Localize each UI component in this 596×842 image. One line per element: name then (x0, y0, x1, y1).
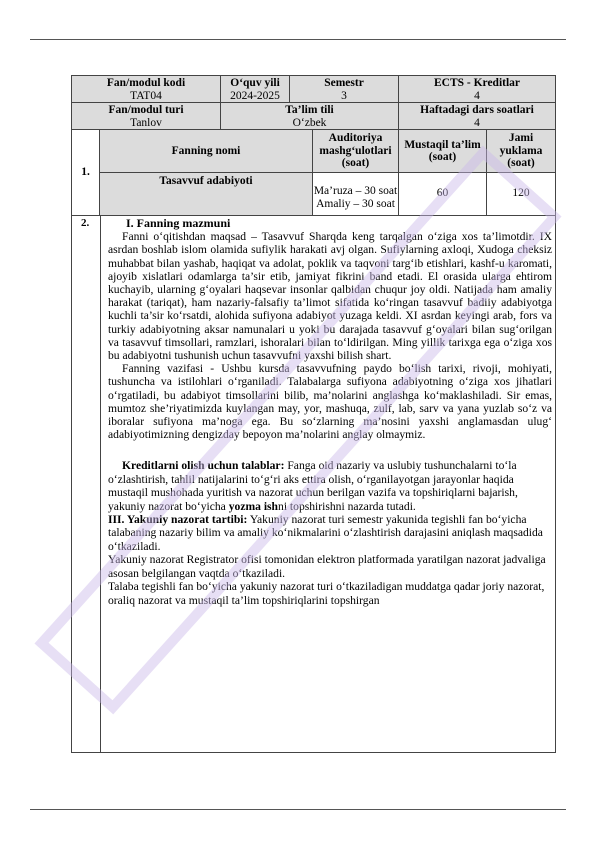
hours-label: Haftadagi dars soatlari (420, 104, 534, 116)
goal-paragraph: Fanni o‘qitishdan maqsad – Tasavvuf Sharqda keng tarqalgan o‘ziga xos ta’limotdir. IX asrdan boshlab islom olamida sufiylik harakati avj olgan. Sufiylarning axloqi, Xudoga cheksiz muhabbat bilan yashab, haqiqat va adolat, poklik va taqvoni targ‘ib etishlari, kashf-u karomati, ajoyib xislatlari odamlarga ta’sir etib, jamiyat fikrini band etadi. El orasida ularga ehtirom kuchayib, ularning g‘oyalari haqsevar insonlar qalbidan chuqur joy oldi. Natijada ham amaliy harakat (tariqat), ham nazariy-falsafiy ta’limot sifatida ko‘ringan tasavvuf badiiy adabiyotga kuchli ta’sir ko‘rsatdi, alohida sufiyona adabiyot yuzaga keldi. XI asrdan keyingi arab, fors va turkiy adabiyotning aksar namunalari u yoki bu darajada tasavvuf g‘oyalari bilan sug‘orilgan va tasavvuf timsollari, ramzlari, ishoralari bilan to‘ldirilgan. Ming yillik tarixga ega o‘ziga xos bu adabiyotni tushunish uchun tasavvufni yaxshi bilish shart. (108, 230, 553, 363)
semester-cell (290, 76, 399, 103)
course-content (72, 217, 555, 441)
language-cell (221, 103, 399, 130)
task-paragraph: Fanning vazifasi - Ushbu kursda tasavvufning paydo bo‘lish tarixi, rivoji, mohiyati, tushuncha va istilohlari o‘rganiladi. Talabalarga sufiyona adabiyotning o‘ziga xos jihatlari o‘rgatiladi, bu adabiyot timsollarini bilib, ma’nolarini anglashga ko‘maklashiladi. Sir emas, mumtoz she’riyatimizda kuylangan may, yor, mashuqa, zulf, lab, sarv va yana yuzlab so‘z va iboralar sufiyona ma’noga ega. Bu so‘zlarning ma’nosini yaxshi anglamasdan ulug‘ adabiyotimizning dengizday bepoyon ma’nolarini anglay olmaymiz. (108, 362, 553, 442)
final-control-text: Yakuniy nazorat turi semestr yakunida tegishli fan bo‘yicha talabaning nazariy bilim va amaliy ko‘nikmalarini o‘zlashtirish darajasini aniqlash maqsadida o‘tkaziladi. (108, 513, 543, 553)
lecture-hours: Ma’ruza – 30 soat (313, 185, 398, 197)
year-cell (221, 76, 290, 103)
last-paragraph: Talaba tegishli fan bo‘yicha yakuniy nazorat turi o‘tkaziladigan muddatga qadar joriy nazorat, oraliq nazorat va mustaqil ta’lim topshiriqlarini topshirgan (108, 580, 545, 607)
code-cell (72, 76, 221, 103)
credits-end: ni topshirishni nazarda tutadi. (278, 499, 416, 513)
year-value: 2024-2025 (230, 89, 280, 102)
independent-value: 60 (399, 173, 487, 216)
type-label: Fan/modul turi (108, 104, 184, 116)
course-name-header: Fanning nomi (100, 130, 313, 173)
header-row-2 (72, 103, 556, 130)
total-header: Jami yuklama (soat) (487, 130, 556, 173)
auditorium-value-cell (313, 173, 399, 216)
footer-rule (30, 809, 566, 810)
independent-header: Mustaqil ta’lim (soat) (399, 130, 487, 173)
final-control-paragraph (108, 513, 552, 553)
semester-value: 3 (341, 89, 347, 102)
credits-title: Kreditlarni olish uchun talablar: (122, 459, 285, 473)
credits-paragraph (108, 459, 552, 513)
section-1-header-row (72, 130, 556, 173)
type-value: Tanlov (130, 116, 162, 129)
final-control-title: III. Yakuniy nazorat tartibi: (108, 513, 248, 527)
content-heading: I. Fanning mazmuni (126, 216, 231, 230)
code-label: Fan/modul kodi (106, 77, 186, 89)
requirements-block (72, 459, 555, 606)
code-value: TAT04 (130, 89, 162, 102)
section-1-number: 1. (72, 130, 100, 216)
section-2-content (72, 216, 556, 753)
language-value: O‘zbek (292, 116, 327, 129)
year-label: O‘quv yili (230, 77, 280, 89)
registrator-paragraph: Yakuniy nazorat Registrator ofisi tomonidan elektron platformada yaratilgan nazorat jadvaliga asosan belgilangan vaqtda o‘tkaziladi. (108, 553, 546, 580)
hours-value: 4 (474, 116, 480, 129)
section-2-row (72, 216, 556, 753)
type-cell (72, 103, 221, 130)
syllabus-table (71, 75, 555, 753)
credits-text: Fanga oid nazariy va uslubiy tushunchalarni to‘la o‘zlashtirish, tahlil natijalarini to‘g‘ri aks ettira olish, o‘rganilayotgan jarayonlar haqida mustaqil mushohada yuritish va nazorat uchun berilgan vazifa va topshiriqlarni bajarish, yakuniy nazorat bo‘yicha (108, 459, 518, 513)
hours-cell (399, 103, 556, 130)
course-name-value: Tasavvuf adabiyoti (100, 173, 313, 216)
total-value: 120 (487, 173, 556, 216)
header-row-1 (72, 76, 556, 103)
header-rule (30, 39, 566, 40)
language-label: Ta’lim tili (285, 104, 334, 116)
ects-cell (399, 76, 556, 103)
credits-written-work: yozma ish (228, 499, 279, 513)
section-2-divider (100, 216, 101, 752)
ects-value: 4 (474, 89, 480, 102)
semester-label: Semestr (324, 77, 364, 89)
auditorium-header: Auditoriya mashg‘ulotlari (soat) (313, 130, 399, 173)
section-2-number: 2. (81, 217, 90, 229)
section-1-value-row (72, 173, 556, 216)
ects-label: ECTS - Kreditlar (433, 77, 521, 89)
practice-hours: Amaliy – 30 soat (316, 197, 395, 210)
